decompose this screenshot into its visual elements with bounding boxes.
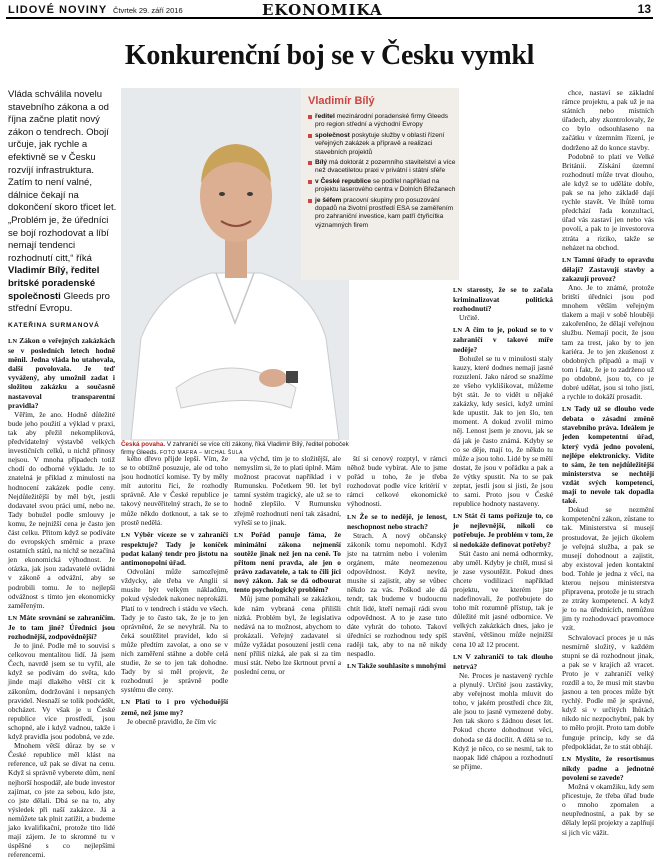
question-text: Stát či tams pořizuje to, co je nejlevnější, nikoli co potřebuje. Je problém v tom, že si nedokáže definovat potřeby? <box>453 511 553 549</box>
interview-question <box>453 652 553 671</box>
section-title: EKONOMIKA <box>262 1 383 19</box>
question-text: A čím to je, pokud se to v zahraničí v takové míře neděje? <box>453 325 553 354</box>
question-marker: LN <box>347 663 358 671</box>
answer-paragraph: Je to jiné. Podle mě to souvisí s celkovou mentalitou lidí. Já jsem Čech, navrdě jsem se tu vyřil, ale když se podívám do světa, kdo jinde mají dlakého větší cit k zákonům, dodržování i nepsaných pravidel. Nesnaží se tolik podvádět, obcházet. Vy však je u České republice více prostředí, jsou schopné, ale i když vadnou, takže i když pravidla jsou podobná, ve zde. <box>8 641 115 742</box>
interview-question <box>234 530 341 595</box>
question-marker: LN <box>562 256 574 264</box>
answer-paragraph: Věřím, že ano. Hodně důležité bude jeho použití a výklad v praxi, tak aby přežil nekompliková, předvídatelný výstavbě velkých investičních celků, u nichž přinosy nejsou. V mnoha případech totiž chodí do odborné výkladu. Je to znatelná je příklad z minulosti na hodnocení zakázek podle ceny. Nejdůležitější by měl být, jestli dodavatel svou práci umí, nebo ne. Tady bohužel podle smlouvy je komu, že nejnižší cena je často jen část celku. Přitom když se podíváte do evropských směrnic a praxe ostatních států, na nichž se nezačíná jen ekonomická výhodnost. Je otázka, jak jsou zadavatelé ovládni v zákoně a odvážní, aby se podrobili tomu. Je to nejlepší odvážnost s tímto jen ekonomicky zaměřeným. <box>8 409 115 610</box>
question-marker: LN <box>562 755 576 763</box>
answer-paragraph: Schvalovací proces je u nás nesmírně složitý, v každém stupni se dá rozhodnout jinak, a pak se v krajích až vracet. Proto je v zahraničí velký rozdíl a to, že musí mít stavbu jasnou a ten proces může být rychlý. Podle mě je správné, když si v určitých lhůtách nikdo nic nezpochybní, pak by to mělo projít. Proto tam dobře funguje princip, kdy se dá předpokládat, že to stát obhájí. <box>562 632 654 751</box>
question-text: Výběr víceze se v zahraničí respektuje? Tady je koníček podat kalaný tendr pro jistotu na antimonopolní úřad. <box>121 529 228 568</box>
issue-date: Čtvrtek 29. září 2016 <box>113 6 183 15</box>
caption-text: V zahraničí se více cítí zákony, říká Vladimír Bílý, ředitel poboček firmy Gleeds. <box>121 441 349 456</box>
question-marker: LN <box>8 614 20 622</box>
question-text: starosty, že se to začala kriminalizovat politická rozhodnutí? <box>453 285 553 314</box>
interview-question <box>121 530 228 567</box>
question-marker: LN <box>453 653 466 661</box>
answer-paragraph: Je obecně pravidlo, že čím víc <box>127 716 217 726</box>
profile-list <box>308 113 456 232</box>
answer-paragraph: Podobně to platí ve Velké Británii. Získání územní rozhodnutí může trvat dlouho, ale když se to uděláte dobře, pak se na jeho základě dají rychle stavět. Ve lhůtě tomu předchází řada konzultací, úřad vás zastaví jen nebo vás povolí, a pak to je investorova ztráta a riziko, takže se neházet na obchod. <box>562 151 654 252</box>
answer-paragraph: Určitě. <box>459 313 480 323</box>
interview-question <box>8 336 115 410</box>
profile-item-bold: ředitel <box>315 113 335 120</box>
answer-paragraph: chce, nastaví se základní rámce projektu, a pak už je na státních nebo místních úřadech, aby zkontrolovaly, že co bylo odsouhlaseno na začátku v územním řízení, je dodrženo až do konce stavby. <box>562 88 654 152</box>
answer-paragraph: Odvolání může samozřejmě vždycky, ale třeba ve Anglii si musíte být velkým nákladům, pokud výsledek nakonec neprokáží. Platí to v tendrech i stádu ve všech. Tady je to často tak, že je to jen oprávněné, že se nevyhrál. Na to čeká soutěžitel pravidel, kdo si může předtím zavolat, a ono se v nich zaměření stáhne a dobře celá studie, že se to jen tak dohodne. Tady by si měl projevit, že rozhodnutí je správně podle systému dle ceny. <box>121 567 228 695</box>
question-text: Platí to i pro východuější země, než jsme my? <box>121 697 228 717</box>
profile-item-bold: Bílý <box>315 159 328 167</box>
answer-paragraph: Mnohem větší důraz by se v České republice měl klást na reference, už pak se dívat na cenu. Když si správně vyberete dům, není nejhorší hospodář, ale bude investor zajímat, co jste za sebou, kdo jste, co jste dělali. Dbá se na to, aby výsledek při naší zakázce. Já a nemůžete tak plnit zatížit, a budeme jako kvalifikační, protože tito lidé mají zájem. Je to skromné tu v úspěšné s co nejlepšími referencemi. <box>8 741 115 859</box>
interview-question <box>453 285 553 313</box>
question-marker: LN <box>121 699 136 707</box>
interview-question <box>562 255 654 283</box>
profile-item-text: pracovní skupiny pro posuzování dopadů na životní prostředí ESA se zaměřením pro zahraniční investice, kam patří čtyřicítka významných firem <box>315 196 454 229</box>
profile-item <box>308 159 456 176</box>
answer-paragraph: ští si cenový rozptyl, v rámci něhož bude vybírat. Ale to jsme pořád u toho, že je třeba rozhodovat podle více kritérií v rámci celkové ekonomické výhodnosti. <box>347 454 447 509</box>
question-text: Myslíte, že resortismus nikdy padne a jednotné povolení se zavede? <box>562 753 655 782</box>
column-4 <box>347 454 447 697</box>
byline: KATEŘINA SURMANOVÁ <box>8 322 100 329</box>
question-marker: LN <box>121 531 134 539</box>
profile-item-text: se podílel například na projektu laserového centra v Dolních Břežanech <box>315 177 456 194</box>
newspaper-name: LIDOVÉ NOVINY <box>8 4 108 16</box>
question-text: Pořád panuje fáma, že minimální zákona nejmenší soutěže jinak než jen na ceně. To přitom není pravda, ale jen o právo zadavatele, a tak to čili jíci nový zákon. Jak se dá odbourat tento psychologický problém? <box>234 529 341 595</box>
interview-question <box>453 325 553 353</box>
profile-item <box>308 113 456 130</box>
lead-interviewee: Vladimír Bílý, ředitel britské poradenské společnosti <box>8 265 100 302</box>
lead-text-1: Vláda schválila novelu stavebního zákona a od října začne platit nový zákon o tendrech. Obojí určuje, jak rychle a efektivně se v Česku rozvíjí infrastruktura. Zatím to není valné, dálnice čekají na dokončení skoro třicet let. „Problém je, že úředníci se bojí rozhodovat a líbí nemají tendenci rozhodnutí citt,“ říká <box>8 89 117 264</box>
interview-question <box>8 613 115 641</box>
answer-paragraph: Ne. Proces je nastavený rychle a plynulý. Určité jsou zastávky, aby veřejnost mohla mluvit do toho, v jakém prostředí chce žít, ale jsou to jasně vymezené doby. Jen tak skoro s žádnou deset let. Pokud chcete dohodnout věci, dohoda se dá docílit. A dělá se to. Když je něco, co se nesmí, tak to naopak lidé chápou a rozhodnutí se přijme. <box>453 670 553 771</box>
column-6 <box>562 88 655 837</box>
interview-question <box>562 404 654 505</box>
question-marker: LN <box>453 287 468 294</box>
answer-paragraph: Ano. Je to známé, protože britští úředníci jsou pod mnohem větším veřejným tlakem a mají v sobě hlouběji zakořeněno, že dělají veřejnou službu. Nemají pocit, že jsou tam za trest, jako by to jen kariéra. Je to jen zkušenost z obdobných případů a mají v tom i fakt, že je to zadrženo už po obdobné, jsou to, co je dobré udělat, jsou si toho jistí, a rychle to dokáží prosadit. <box>562 282 654 402</box>
profile-title: Vladimír Bílý <box>308 95 375 107</box>
answer-paragraph: Stát často ani nemá odhormky, aby uměl. Kdyby je chtěl, musí si je zase vysoutěžit. Pokud dnes chcete vodilizaci například projektu, ve kterém jste nadefinovali, že potřebujete do toho mít rozumně přístup, tak je důležité mít jasné odbornice. Ve velkých zakázkách dnes, jako je stavění, většinou může nejnižší cena 10 až 12 procent. <box>453 548 553 649</box>
question-text: Tady už se dlouho vede debata o zásadní změně stavebního práva. Ideálem je jeden kompetentní úřad, který vydá jedno povolení, nejlépe elektronicky. Vidíte to sám, že ten nejdůležitější ministerstva se nechtějí vzdát svých kompetencí, mají to nevole tak dopadla také. <box>562 404 654 506</box>
question-text: Máte srovnání se zahraničím. Je to tam jiné? Úředníci jsou rozhodnější, zodpovědnější? <box>8 612 116 641</box>
lead-text-2: Gleeds pro střední Evropu. <box>8 290 110 315</box>
question-text: Tamní úřady to opravdu dělají? Zastavují stavby a zakazují provoz? <box>562 254 654 283</box>
question-marker: LN <box>453 513 465 521</box>
answer-paragraph: kého dřevo přijde lepší. Vím, že se to obtížně posuzuje, ale od toho jsou hodnotící komise. Ty by měly mít autoritu říci, že rozhodly správně. Ale v České republice je takový neuvěřitelný strach, že se to může někdo dotknout, a tak se to prostě nedělá. <box>121 454 228 527</box>
question-text: V zahraničí to tak dlouho netrvá? <box>453 651 553 671</box>
answer-paragraph: Můj jsme pomáhali se zakázkou, kde nám vybraná cena přilišli nizká. Problém byl, že legislativa nedává na to možnost, abychom to prokázali. Veřejný zadavatel si může vyžádat posouzení jestli cena není příliš nízká, ale pak si za tím musí stát. Nebo lze škrtnout první a poslední cenu, or <box>234 594 341 677</box>
lead-paragraph <box>8 89 118 316</box>
profile-item-text: poskytuje služby v oblasti řízení veřejných zakázek a přípravě a realizaci stavebních projektů <box>315 131 445 156</box>
profile-item-bold: je šéfem <box>315 196 342 204</box>
profile-item <box>308 178 456 195</box>
interview-question <box>347 661 447 671</box>
photo-credit: FOTO MAFRA – MICHAL ŠULA <box>159 450 243 456</box>
answer-paragraph: Bohužel se tu v minulosti staly kauzy, které dodnes nemají jasné rozuzlení. Jako národ se snažíme ze všeho vyklišikovat, můžeme být stát. Je to vidět u nějaké zakázky, kdy sesíci, když umíní kde upustit. Jak to jen šlo, ten moment. A dokud zvolil mimo něj. Lenost jsem je znovu, jak se dá jak je často známá. Kdyby se co se děje, mají to, že někdo tu může a jsou toho. Lidé by se mělí dostat, že jsou v pořádku a pak a že výtky spustit. Na to se pak zeptat, jestli jsou si jisti, že jsou to sami. Proto jsou v České republice hodnoty nastaveny. <box>453 353 553 509</box>
question-marker: LN <box>234 531 251 539</box>
column-1 <box>8 333 116 859</box>
column-5 <box>453 282 553 771</box>
page-number: 13 <box>637 2 651 16</box>
headline: Konkurenční boj se v Česku vymkl <box>124 40 535 71</box>
question-marker: LN <box>8 338 20 345</box>
column-3 <box>234 454 341 697</box>
question-text: Zákon o veřejných zakázkách se v posledních letech hodně měnil. Jedna vláda ho utahovala, další povolovala. Je teď vyvážený, aby umožnil zadat i složitou zakázku a současně nastavoval transparentní pravidla? <box>8 336 116 410</box>
profile-item-text: mezinárodní poradenské firmy Gleeds pro region střední a východní Evropy <box>315 113 449 129</box>
interview-question <box>562 754 654 782</box>
question-text: Takže souhlasíte s mnohými <box>357 661 446 671</box>
profile-item <box>308 197 456 231</box>
interview-question <box>453 511 553 548</box>
answer-paragraph: Dokud se nezmění kompetenční zákon, zůstane to tak. Ministerstva si musejí prostudovat, že jejich úkolem je veřejná služba, a pak se musejí dohodnout a zajistit, aby existoval jeden kontaktní bod. Tohle je jedna z věcí, na kterou nejsou ministerstva připravena, protože je tu strach ze ztráty kompetencí. A když je to na úřednících, nemůžou jim ty rozhodovací pravomoce vzít. <box>562 505 654 633</box>
question-marker: LN <box>347 513 360 521</box>
interview-question <box>121 697 228 716</box>
interview-question <box>347 512 447 531</box>
question-marker: LN <box>453 327 465 335</box>
profile-item-bold: společnost <box>315 131 350 139</box>
answer-paragraph: na výchd, tím je to složitější, ale nemyslím si, že to platí úplně. Mám možnost pracovat například i v Rumunsku. Početkem 90. let byl tamní systém tragický, ale už se to hodně zlepšilo. V Rumunsku zřejmě rozhodnutí není tak zásadní, vyřeší se to jinak. <box>234 454 341 527</box>
question-text: Že se to nedějě, je lenost, neschopnost nebo strach? <box>347 511 447 531</box>
profile-item <box>308 132 456 157</box>
answer-paragraph: Možná v okamžiku, kdy sem přicestuje, že třeba úřad bude o mnoho zpomalen a neupřednostní, a pak by se dělaly lepší projekty a zaplňují si jich víc vážit. <box>562 782 654 837</box>
profile-item-text: má doktorát z pozemního stavitelství a více než dvacetiletou praxi v privátní i státní sféře <box>315 159 456 175</box>
answer-paragraph: Strach. A nový občanský zákoník tomu nepomohl. Když jste na tatrním nebo i volením orgánem, máte neomezenou odpovědnost. Když nevíte, musíte si zajistit, aby se vůbec někdo za vás. Poškod ale dá tendr, tak budeme v budoucnu chtít lidé, kteří nemají rádi svou odpovědnost. A to je zase tuto dáte vyhrát do tohoto. Takoví úředníci se rozhodnou tedy spíš raději tak, aby to na ně nikdy nespadlo. <box>347 530 447 658</box>
caption-label: Česká povaha. <box>121 441 166 448</box>
question-marker: LN <box>562 406 575 414</box>
profile-item-bold: v České republice <box>315 177 372 185</box>
column-2 <box>121 454 228 726</box>
